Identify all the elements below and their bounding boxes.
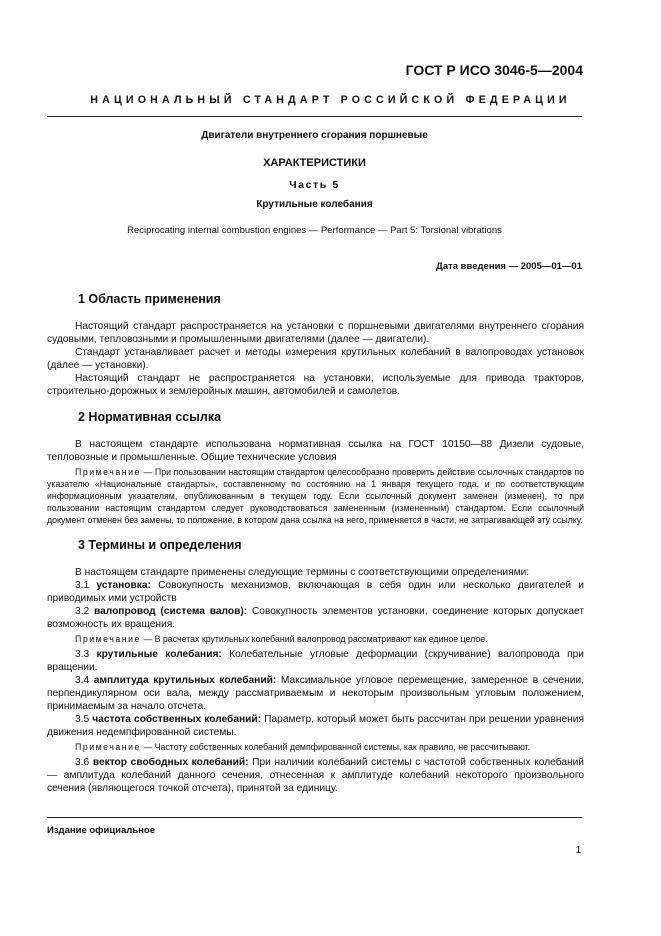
document-body [47,292,584,795]
title-characteristic: ХАРАКТЕРИСТИКИ [263,157,366,169]
section-1-title: 1 Область применения [78,292,221,306]
title-subtitle: Крутильные колебания [256,199,373,210]
note-text: — Частоту собственных колебаний демпфированной системы, как правило, не рассчитывают. [140,742,531,752]
header-divider [47,116,582,117]
term-number: 3.6 [75,757,93,768]
note-text: — В расчетах крутильных колебаний валопровод рассматривают как единое целое. [140,634,488,644]
term-name: установка: [96,580,151,591]
national-standard-heading: НАЦИОНАЛЬНЫЙ СТАНДАРТ РОССИЙСКОЙ ФЕДЕРАЦИИ [90,94,571,106]
term-3-2 [47,605,584,631]
term-3-6 [47,756,584,795]
term-number: 3.3 [75,649,97,660]
section-1-paragraph-2: Стандарт устанавливает расчет и методы измерения крутильных колебаний в валопроводах установок (далее — установки). [47,347,584,371]
section-1-paragraph-3: Настоящий стандарт не распространяется на установки, используемые для привода тракторов, строительно-дорожных и землеройных машин, автомобилей и самолетов. [47,373,584,397]
term-name: вектор свободных колебаний: [92,757,249,768]
page-number: 1 [575,845,581,856]
term-3-4 [47,674,584,713]
term-3-3 [47,648,584,674]
introduction-date: Дата введения — 2005—01—01 [436,261,582,272]
term-name: частота собственных колебаний: [92,714,262,725]
term-number: 3.2 [75,606,94,617]
title-part: Часть 5 [289,179,340,191]
title-main: Двигатели внутреннего сгорания поршневые [201,130,428,141]
term-number: 3.4 [75,675,94,686]
term-definition: Совокупность механизмов, включающая в себя один или несколько двигателей и приводимых ими устройств [47,580,584,604]
section-2-note [47,466,584,526]
term-name: амплитуда крутильных колебаний: [93,675,277,686]
term-definition: Колебательные угловые деформации (скручивание) валопровода при вращении. [47,649,584,673]
section-1-paragraph-1: Настоящий стандарт распространяется на установки с поршневыми двигателями внутреннего сгорания судовыми, тепловозными и промышленными двигателями (далее — двигатели). [47,321,584,345]
section-3-intro: В настоящем стандарте применены следующие термины с соответствующими определениями: [75,567,530,578]
term-name: валопровод (система валов): [93,606,248,617]
term-number: 3.5 [75,714,93,725]
term-name: крутильные колебания: [96,649,222,660]
section-2-title: 2 Нормативная ссылка [78,410,222,424]
edition-label: Издание официальное [47,825,155,836]
section-3-title: 3 Термины и определения [78,538,242,552]
note-label: Примечание [75,634,141,644]
term-definition: Параметр, который может быть рассчитан при решении уравнения движения недемпфированной системы. [47,714,584,738]
note-text: — При пользовании настоящим стандартом целесообразно проверить действие ссылочных стандартов по указателю «Национальные стандарты», составленному по состоянию на 1 января текущего года, и по соответствующим информационным указателям, опубликованным в текущем году. Если ссылочный документ заменен (изменен), то при пользовании настоящим стандартом следует руководствоваться замененным (измененным) стандартом. Если ссылочный документ отменен без замены, то положение, в котором дана ссылка на него, применяется в части, не затрагивающей эту ссылку. [47,467,584,525]
term-definition: При наличии колебаний системы с частотой собственных колебаний — амплитуда колебаний данного сечения, отнесенная к амплитуде колебаний некоторого произвольного сечения (являющегося точкой отсчета), принятой за единицу. [47,757,584,794]
term-3-2-note [47,633,584,645]
title-english: Reciprocating internal combustion engines — Performance — Part 5: Torsional vibrations [127,225,502,236]
term-definition: Максимальное угловое перемещение, замеренное в сечении, перпендикулярном оси вала, между рассматриваемым и некоторым произвольным угловым положением, принимаемым за начало отсчета. [47,675,584,712]
footer-divider [47,817,582,818]
document-code: ГОСТ Р ИСО 3046-5—2004 [405,62,583,78]
term-3-5 [47,713,584,739]
note-label: Примечание [75,467,141,477]
term-number: 3.1 [75,580,97,591]
term-definition: Совокупность элементов установки, соединение которых допускает возможность их вращения. [47,606,584,630]
term-3-1 [47,579,584,605]
section-2-paragraph-1: В настоящем стандарте использована нормативная ссылка на ГОСТ 10150—88 Дизели судовые, тепловозные и промышленные. Общие технические условия [47,439,584,463]
note-label: Примечание [75,742,141,752]
term-3-5-note [47,741,584,753]
